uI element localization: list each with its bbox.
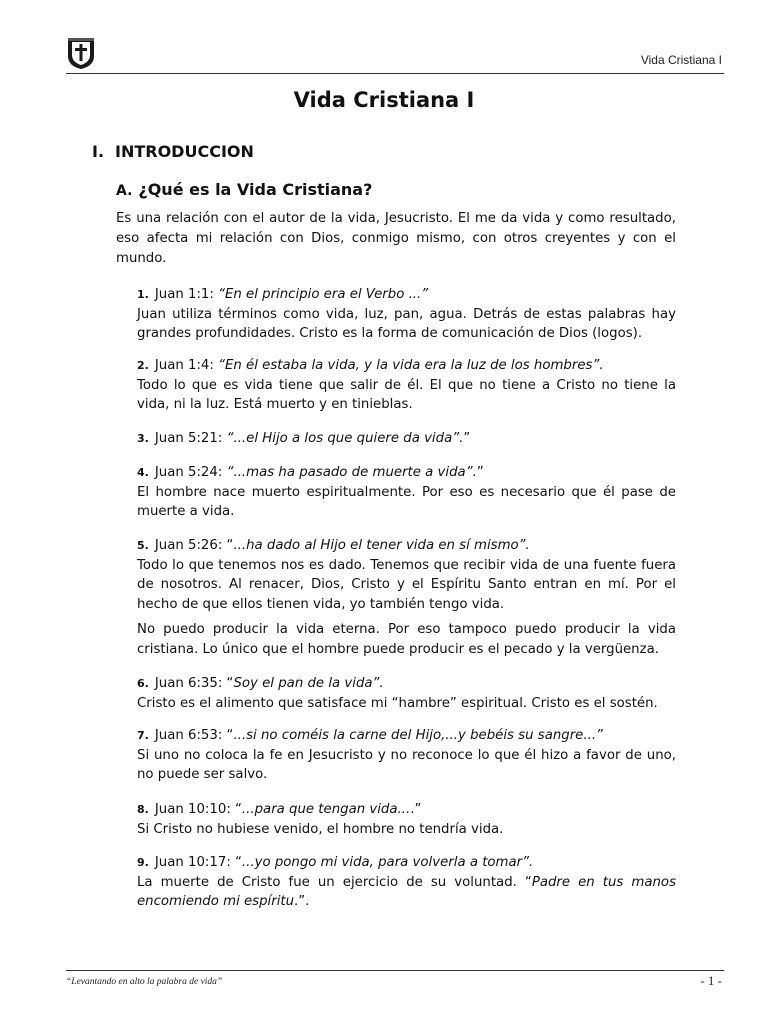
subsection-letter: A. [116,183,133,199]
section-title: INTRODUCCION [115,142,254,161]
verse-reference: Juan 5:24: [154,465,223,480]
item-number: 2. [137,359,149,372]
header-divider [66,73,724,74]
verse-reference: Juan 10:17: “ [154,855,242,870]
item-body: Todo lo que es vida tiene que salir de él. El que no tiene a Cristo no tiene la vida, ni la luz. Está muerto y en tinieblas. [137,377,676,412]
list-item [137,463,676,522]
item-number: 7. [137,729,149,742]
intro-paragraph: Es una relación con el autor de la vida, Jesucristo. El me da vida y como resultado, eso afecta mi relación con Dios, conmigo mismo, con otros creyentes y con el mundo. [116,211,676,266]
list-item [137,674,676,713]
page-header [66,36,724,74]
verse-reference: Juan 6:53: “ [154,728,234,743]
verse-reference: Juan 1:1: [154,287,214,302]
list-item [137,429,676,449]
page-number: - 1 - [700,973,722,988]
item-body-text: La muerte de Cristo fue un ejercicio de su voluntad. “ [137,874,532,890]
item-number: 5. [137,539,149,552]
item-number: 4. [137,466,149,479]
verse-quote: “...el Hijo a los que quiere da vida”. [226,431,464,446]
verse-quote: Soy el pan de la vida”. [233,676,384,691]
verse-reference: Juan 1:4: [154,358,214,373]
subsection-title: ¿Qué es la Vida Cristiana? [138,180,373,199]
item-body-continued: No puedo producir la vida eterna. Por eso tampoco puedo producir la vida cristiana. Lo único que el hombre puede producir es el pecado y la vergüenza. [137,622,676,657]
list-item [137,285,676,344]
verse-quote: ...ha dado al Hijo el tener vida en sí mismo”. [233,538,530,553]
item-body: Cristo es el alimento que satisface mi “hambre” espiritual. Cristo es el sostén. [137,695,658,711]
footer-divider [66,970,724,971]
verse-quote: ...si no coméis la carne del Hijo,...y bebéis su sangre...” [233,728,603,743]
verse-reference: Juan 6:35: “ [154,676,234,691]
item-body-end: .”. [294,894,310,909]
verse-quote: “...mas ha pasado de muerte a vida”. [226,465,477,480]
item-body: Si uno no coloca la fe en Jesucristo y no reconoce lo que él hizo a favor de uno, no puede ser salvo. [137,747,676,782]
footer-motto: “Levantando en alto la palabra de vida” [66,977,223,987]
quote-close: ” [463,431,471,446]
subsection-heading [116,180,372,199]
item-number: 1. [137,288,149,301]
verse-reference: Juan 5:21: [154,431,223,446]
section-number: I. [92,142,105,161]
verse-quote: ...yo pongo mi vida, para volverla a tomar”. [241,855,534,870]
list-item [137,536,676,659]
church-logo-icon [66,36,96,70]
item-body: El hombre nace muerto espiritualmente. Por eso es necesario que él pase de muerte a vida. [137,484,676,519]
verse-reference: Juan 10:10: “ [154,802,242,817]
item-number: 8. [137,803,149,816]
quote-close: ” [476,465,484,480]
item-number: 3. [137,432,149,445]
list-item [137,726,676,785]
verse-reference: Juan 5:26: “ [154,538,234,553]
section-heading [92,142,254,161]
verse-quote: ...para que tengan vida... [241,802,411,817]
item-body: Si Cristo no hubiese venido, el hombre no tendría vida. [137,821,504,837]
item-body [137,873,676,912]
list-item [137,356,676,415]
list-item [137,853,676,912]
item-number: 9. [137,856,149,869]
verse-quote: “En él estaba la vida, y la vida era la luz de los hombres”. [218,358,604,373]
item-body-quote: Padre en tus manos encomiendo mi espíritu [137,874,676,909]
document-title: Vida Cristiana I [293,88,475,112]
item-number: 6. [137,677,149,690]
quote-close: .” [410,802,422,817]
header-title: Vida Cristiana I [640,53,722,67]
verse-quote: “En el principio era el Verbo ...” [218,287,429,302]
item-body: Juan utiliza términos como vida, luz, pan, agua. Detrás de estas palabras hay grandes profundidades. Cristo es la forma de comunicación de Dios (logos). [137,306,676,341]
list-item [137,800,676,839]
item-body: Todo lo que tenemos nos es dado. Tenemos que recibir vida de una fuente fuera de nosotros. Al renacer, Dios, Cristo y el Espíritu Santo entran en mí. Por el hecho de que ellos tienen vida, yo también tengo vida. [137,557,676,612]
